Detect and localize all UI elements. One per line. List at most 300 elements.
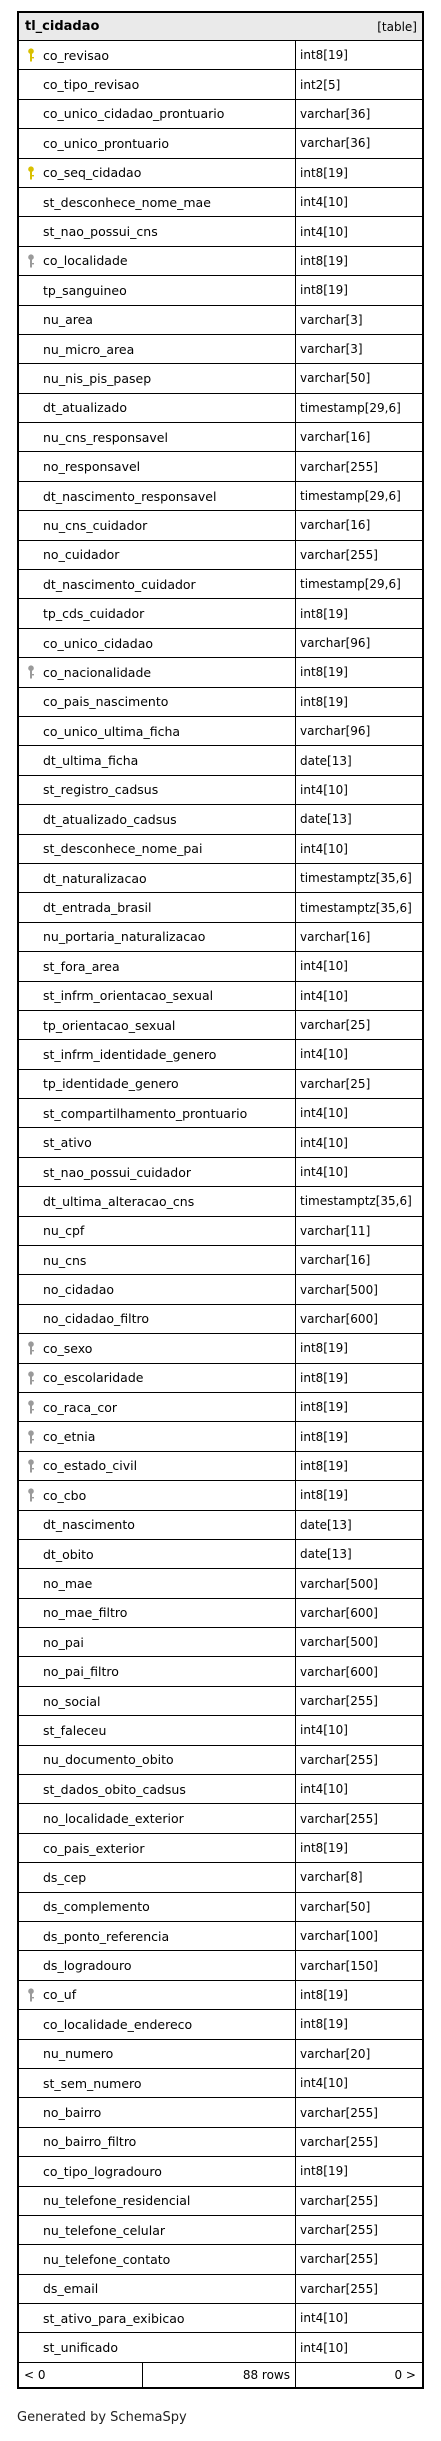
column-name-cell: [19, 364, 296, 392]
column-icon-slot: [19, 1687, 43, 1715]
column-type: int8[19]: [300, 1488, 348, 1503]
column-row: [19, 1422, 422, 1451]
column-name[interactable]: no_cidadao_filtro: [43, 1311, 150, 1327]
column-name-cell: [19, 1393, 296, 1421]
column-name[interactable]: nu_cns: [43, 1252, 87, 1268]
column-name[interactable]: co_raca_cor: [43, 1399, 118, 1415]
foreign-key-icon: [19, 1452, 43, 1480]
column-name[interactable]: tp_orientacao_sexual: [43, 1017, 176, 1033]
column-type: int8[19]: [300, 606, 348, 621]
column-type: varchar[25]: [300, 1076, 371, 1091]
column-row: [19, 2128, 422, 2157]
column-icon-slot: [19, 306, 43, 334]
column-row: [19, 1393, 422, 1422]
table-header: [19, 13, 422, 41]
column-name[interactable]: st_sem_numero: [43, 2075, 142, 2091]
column-type: varchar[255]: [300, 1752, 378, 1767]
column-icon-slot: [19, 188, 43, 216]
column-row: [19, 599, 422, 628]
column-name-cell: [19, 893, 296, 921]
column-row: [19, 2187, 422, 2216]
column-icon-slot: [19, 717, 43, 745]
column-icon-slot: [19, 335, 43, 363]
column-name[interactable]: no_cuidador: [43, 547, 120, 563]
column-type: varchar[255]: [300, 2281, 378, 2296]
column-type: int4[10]: [300, 1106, 348, 1121]
column-row: [19, 70, 422, 99]
column-icon-slot: [19, 2187, 43, 2215]
column-name-cell: [19, 188, 296, 216]
column-icon-slot: [19, 2069, 43, 2097]
column-type: varchar[500]: [300, 1576, 378, 1591]
column-icon-slot: [19, 1540, 43, 1568]
column-name[interactable]: st_compartilhamento_prontuario: [43, 1105, 248, 1121]
column-type: varchar[50]: [300, 371, 371, 386]
column-row: [19, 2069, 422, 2098]
column-row: [19, 452, 422, 481]
column-row: [19, 1128, 422, 1157]
column-name[interactable]: co_localidade_endereco: [43, 2016, 193, 2032]
table-name[interactable]: tl_cidadao: [25, 19, 100, 34]
column-type: varchar[600]: [300, 1311, 378, 1326]
column-name[interactable]: st_fora_area: [43, 958, 120, 974]
column-icon-slot: [19, 629, 43, 657]
column-name-cell: [19, 452, 296, 480]
column-row: [19, 1628, 422, 1657]
column-name[interactable]: no_responsavel: [43, 459, 141, 475]
column-name[interactable]: no_bairro: [43, 2105, 102, 2121]
column-row: [19, 629, 422, 658]
column-name-cell: [19, 1804, 296, 1832]
column-name[interactable]: dt_atualizado_cadsus: [43, 811, 177, 827]
foreign-key-icon: [19, 1481, 43, 1509]
column-type: varchar[500]: [300, 1282, 378, 1297]
column-name-cell: [19, 1099, 296, 1127]
column-name[interactable]: no_pai: [43, 1634, 84, 1650]
column-name[interactable]: no_localidade_exterior: [43, 1811, 184, 1827]
column-row: [19, 247, 422, 276]
column-row: [19, 129, 422, 158]
column-name-cell: [19, 394, 296, 422]
column-icon-slot: [19, 1187, 43, 1215]
column-row: [19, 2010, 422, 2039]
column-icon-slot: [19, 2040, 43, 2068]
column-row: [19, 2098, 422, 2127]
column-type: int8[19]: [300, 1458, 348, 1473]
column-name[interactable]: co_unico_cidadao: [43, 635, 154, 651]
column-name-cell: [19, 1863, 296, 1891]
column-name[interactable]: co_tipo_revisao: [43, 77, 140, 93]
column-name[interactable]: co_localidade: [43, 253, 128, 269]
column-type: varchar[255]: [300, 459, 378, 474]
column-icon-slot: [19, 1746, 43, 1774]
column-name-cell: [19, 629, 296, 657]
column-icon-slot: [19, 1569, 43, 1597]
column-name-cell: [19, 1187, 296, 1215]
column-name[interactable]: dt_nascimento_responsavel: [43, 488, 217, 504]
column-name[interactable]: nu_telefone_residencial: [43, 2193, 191, 2209]
column-name-cell: [19, 1687, 296, 1715]
column-icon-slot: [19, 893, 43, 921]
column-name-cell: [19, 2069, 296, 2097]
column-name[interactable]: st_registro_cadsus: [43, 782, 159, 798]
column-name-cell: [19, 1628, 296, 1656]
column-name[interactable]: co_tipo_logradouro: [43, 2163, 162, 2179]
column-type: varchar[3]: [300, 312, 363, 327]
column-name[interactable]: dt_naturalizacao: [43, 870, 147, 886]
column-icon-slot: [19, 2275, 43, 2303]
column-name-cell: [19, 1569, 296, 1597]
column-type: int8[19]: [300, 1841, 348, 1856]
column-row: [19, 1834, 422, 1863]
column-icon-slot: [19, 1893, 43, 1921]
column-name[interactable]: st_desconhece_nome_pai: [43, 841, 203, 857]
column-name[interactable]: no_mae_filtro: [43, 1605, 128, 1621]
column-icon-slot: [19, 541, 43, 569]
column-name-cell: [19, 1452, 296, 1480]
column-name[interactable]: co_pais_nascimento: [43, 694, 169, 710]
column-row: [19, 1540, 422, 1569]
column-name[interactable]: no_social: [43, 1693, 101, 1709]
column-name[interactable]: no_pai_filtro: [43, 1664, 119, 1680]
column-row: [19, 41, 422, 70]
column-icon-slot: [19, 70, 43, 98]
column-type: timestamptz[35,6]: [300, 871, 412, 886]
column-name-cell: [19, 2333, 296, 2361]
column-type: varchar[255]: [300, 2193, 378, 2208]
column-name[interactable]: nu_cpf: [43, 1223, 85, 1239]
column-type: varchar[16]: [300, 1253, 371, 1268]
column-name[interactable]: nu_area: [43, 312, 93, 328]
column-row: [19, 1364, 422, 1393]
column-row: [19, 1217, 422, 1246]
column-type: timestamptz[35,6]: [300, 1194, 412, 1209]
column-type: int4[10]: [300, 2311, 348, 2326]
column-name[interactable]: ds_email: [43, 2281, 99, 2297]
column-name[interactable]: co_cbo: [43, 1487, 87, 1503]
column-type: int8[19]: [300, 1987, 348, 2002]
column-icon-slot: [19, 952, 43, 980]
column-type: varchar[16]: [300, 430, 371, 445]
column-name-cell: [19, 2245, 296, 2273]
column-row: [19, 188, 422, 217]
column-type: varchar[600]: [300, 1605, 378, 1620]
column-row: [19, 1687, 422, 1716]
column-row: [19, 1804, 422, 1833]
column-name[interactable]: ds_ponto_referencia: [43, 1928, 170, 1944]
column-icon-slot: [19, 805, 43, 833]
column-name[interactable]: dt_entrada_brasil: [43, 900, 152, 916]
column-name[interactable]: dt_ultima_ficha: [43, 753, 139, 769]
column-name-cell: [19, 1305, 296, 1333]
column-name[interactable]: nu_telefone_contato: [43, 2251, 171, 2267]
column-name-cell: [19, 159, 296, 187]
column-name[interactable]: nu_telefone_celular: [43, 2222, 165, 2238]
column-type: varchar[96]: [300, 724, 371, 739]
column-name[interactable]: nu_portaria_naturalizacao: [43, 929, 206, 945]
column-row: [19, 952, 422, 981]
column-name-cell: [19, 1893, 296, 1921]
column-name[interactable]: nu_nis_pis_pasep: [43, 370, 152, 386]
column-row: [19, 482, 422, 511]
foreign-key-icon: [19, 1364, 43, 1392]
column-icon-slot: [19, 2098, 43, 2126]
column-name[interactable]: nu_cns_responsavel: [43, 429, 168, 445]
generated-by: Generated by SchemaSpy: [17, 2410, 187, 2425]
column-row: [19, 1981, 422, 2010]
column-name[interactable]: dt_nascimento: [43, 1517, 135, 1533]
column-name-cell: [19, 2304, 296, 2332]
column-row: [19, 159, 422, 188]
column-type: date[13]: [300, 1547, 352, 1562]
column-row: [19, 1511, 422, 1540]
column-row: [19, 570, 422, 599]
column-type: timestamptz[35,6]: [300, 900, 412, 915]
column-type: date[13]: [300, 1517, 352, 1532]
column-name-cell: [19, 276, 296, 304]
column-name[interactable]: ds_cep: [43, 1869, 87, 1885]
column-row: [19, 2157, 422, 2186]
column-type: int8[19]: [300, 1341, 348, 1356]
column-row: [19, 658, 422, 687]
column-type: int8[19]: [300, 165, 348, 180]
column-row: [19, 1187, 422, 1216]
column-name-cell: [19, 247, 296, 275]
column-row: [19, 2040, 422, 2069]
column-icon-slot: [19, 276, 43, 304]
column-name-cell: [19, 1217, 296, 1245]
column-row: [19, 1011, 422, 1040]
column-type: int8[19]: [300, 1400, 348, 1415]
column-type: varchar[100]: [300, 1929, 378, 1944]
table-footer: [19, 2363, 422, 2387]
column-type: int8[19]: [300, 283, 348, 298]
column-row: [19, 2216, 422, 2245]
column-name[interactable]: dt_nascimento_cuidador: [43, 576, 196, 592]
parents-count[interactable]: < 0: [19, 2363, 143, 2387]
column-name-cell: [19, 2187, 296, 2215]
column-name[interactable]: st_ativo_para_exibicao: [43, 2310, 185, 2326]
column-name-cell: [19, 1540, 296, 1568]
row-count: 88 rows: [143, 2363, 296, 2387]
column-icon-slot: [19, 1599, 43, 1627]
column-icon-slot: [19, 2304, 43, 2332]
column-name-cell: [19, 335, 296, 363]
column-row: [19, 1716, 422, 1745]
column-name-cell: [19, 923, 296, 951]
column-type: int4[10]: [300, 1047, 348, 1062]
column-icon-slot: [19, 1070, 43, 1098]
column-name[interactable]: nu_micro_area: [43, 341, 135, 357]
column-row: [19, 1775, 422, 1804]
foreign-key-icon: [19, 1981, 43, 2009]
column-name[interactable]: tp_identidade_genero: [43, 1076, 179, 1092]
column-row: [19, 1951, 422, 1980]
column-icon-slot: [19, 1128, 43, 1156]
column-name-cell: [19, 1951, 296, 1979]
column-row: [19, 982, 422, 1011]
column-row: [19, 2333, 422, 2362]
column-type: varchar[600]: [300, 1664, 378, 1679]
column-type: date[13]: [300, 753, 352, 768]
column-type: varchar[500]: [300, 1635, 378, 1650]
column-name[interactable]: nu_numero: [43, 2046, 114, 2062]
column-icon-slot: [19, 2333, 43, 2361]
column-row: [19, 1746, 422, 1775]
column-type: int4[10]: [300, 1165, 348, 1180]
column-icon-slot: [19, 864, 43, 892]
column-name-cell: [19, 776, 296, 804]
children-count[interactable]: 0 >: [394, 2367, 416, 2382]
column-name-cell: [19, 1922, 296, 1950]
column-icon-slot: [19, 1246, 43, 1274]
column-type: int8[19]: [300, 665, 348, 680]
column-row: [19, 364, 422, 393]
column-name[interactable]: co_uf: [43, 1987, 77, 2003]
column-name-cell: [19, 570, 296, 598]
column-name[interactable]: st_desconhece_nome_mae: [43, 194, 211, 210]
column-name[interactable]: dt_obito: [43, 1546, 94, 1562]
column-icon-slot: [19, 482, 43, 510]
column-name-cell: [19, 100, 296, 128]
column-row: [19, 776, 422, 805]
column-icon-slot: [19, 364, 43, 392]
column-icon-slot: [19, 2157, 43, 2185]
column-name[interactable]: tp_sanguineo: [43, 282, 127, 298]
column-type: varchar[150]: [300, 1958, 378, 1973]
column-type: varchar[255]: [300, 2223, 378, 2238]
column-name[interactable]: no_mae: [43, 1576, 93, 1591]
primary-key-icon: [19, 159, 43, 187]
column-name[interactable]: no_cidadao: [43, 1282, 115, 1298]
column-name-cell: [19, 2098, 296, 2126]
column-type: varchar[25]: [300, 1018, 371, 1033]
column-icon-slot: [19, 1863, 43, 1891]
column-name-cell: [19, 1011, 296, 1039]
column-icon-slot: [19, 1305, 43, 1333]
column-name-cell: [19, 541, 296, 569]
column-icon-slot: [19, 2245, 43, 2273]
column-icon-slot: [19, 511, 43, 539]
column-name[interactable]: co_escolaridade: [43, 1370, 144, 1386]
column-name-cell: [19, 746, 296, 774]
column-name[interactable]: co_estado_civil: [43, 1458, 138, 1474]
column-type: int8[19]: [300, 2017, 348, 2032]
column-row: [19, 1922, 422, 1951]
column-icon-slot: [19, 1922, 43, 1950]
column-row: [19, 335, 422, 364]
column-row: [19, 1569, 422, 1598]
column-name-cell: [19, 2040, 296, 2068]
column-type: varchar[11]: [300, 1223, 371, 1238]
column-icon-slot: [19, 2128, 43, 2156]
column-name[interactable]: co_revisao: [43, 47, 110, 63]
column-name[interactable]: co_sexo: [43, 1340, 93, 1356]
column-type: int8[19]: [300, 253, 348, 268]
column-name[interactable]: dt_atualizado: [43, 400, 127, 416]
column-name[interactable]: st_unificado: [43, 2340, 118, 2356]
column-name-cell: [19, 599, 296, 627]
column-icon-slot: [19, 1511, 43, 1539]
column-icon-slot: [19, 2216, 43, 2244]
column-type: varchar[36]: [300, 106, 371, 121]
column-type: varchar[255]: [300, 547, 378, 562]
column-icon-slot: [19, 1628, 43, 1656]
column-row: [19, 1246, 422, 1275]
column-name[interactable]: st_dados_obito_cadsus: [43, 1781, 186, 1797]
column-icon-slot: [19, 923, 43, 951]
column-name[interactable]: ds_complemento: [43, 1899, 150, 1915]
column-name[interactable]: co_unico_ultima_ficha: [43, 723, 181, 739]
column-name-cell: [19, 1070, 296, 1098]
column-row: [19, 394, 422, 423]
column-row: [19, 923, 422, 952]
column-name[interactable]: tp_cds_cuidador: [43, 606, 145, 622]
column-row: [19, 1334, 422, 1363]
column-name-cell: [19, 835, 296, 863]
column-name[interactable]: dt_ultima_alteracao_cns: [43, 1193, 195, 1209]
column-row: [19, 276, 422, 305]
column-name[interactable]: co_unico_cidadao_prontuario: [43, 106, 225, 122]
column-type: varchar[50]: [300, 1899, 371, 1914]
column-name[interactable]: co_unico_prontuario: [43, 135, 169, 151]
column-name-cell: [19, 688, 296, 716]
column-name[interactable]: st_nao_possui_cns: [43, 224, 158, 240]
column-name[interactable]: co_nacionalidade: [43, 664, 152, 680]
column-name-cell: [19, 1716, 296, 1744]
column-name[interactable]: co_pais_exterior: [43, 1840, 145, 1856]
column-row: [19, 805, 422, 834]
foreign-key-icon: [19, 658, 43, 686]
column-name-cell: [19, 1511, 296, 1539]
column-name[interactable]: nu_cns_cuidador: [43, 517, 148, 533]
column-type: date[13]: [300, 812, 352, 827]
column-name[interactable]: st_ativo: [43, 1135, 92, 1151]
column-icon-slot: [19, 1158, 43, 1186]
column-name[interactable]: st_nao_possui_cuidador: [43, 1164, 191, 1180]
column-name-cell: [19, 1775, 296, 1803]
column-type: int8[19]: [300, 1370, 348, 1385]
column-row: [19, 864, 422, 893]
column-name[interactable]: st_infrm_identidade_genero: [43, 1046, 217, 1062]
foreign-key-icon: [19, 1393, 43, 1421]
column-name-cell: [19, 864, 296, 892]
column-name[interactable]: nu_documento_obito: [43, 1752, 174, 1768]
column-row: [19, 1275, 422, 1304]
column-row: [19, 2304, 422, 2333]
column-icon-slot: [19, 1716, 43, 1744]
column-name[interactable]: ds_logradouro: [43, 1958, 132, 1974]
column-name[interactable]: co_etnia: [43, 1429, 96, 1445]
column-name[interactable]: st_faleceu: [43, 1722, 107, 1738]
column-name-cell: [19, 1158, 296, 1186]
column-icon-slot: [19, 100, 43, 128]
column-name[interactable]: no_bairro_filtro: [43, 2134, 137, 2150]
column-row: [19, 1070, 422, 1099]
column-name-cell: [19, 511, 296, 539]
column-name[interactable]: st_infrm_orientacao_sexual: [43, 988, 214, 1004]
column-icon-slot: [19, 423, 43, 451]
column-name-cell: [19, 2010, 296, 2038]
column-row: [19, 1657, 422, 1686]
column-name-cell: [19, 1128, 296, 1156]
column-type: varchar[255]: [300, 2252, 378, 2267]
column-icon-slot: [19, 746, 43, 774]
column-name-cell: [19, 805, 296, 833]
column-name-cell: [19, 2275, 296, 2303]
column-row: [19, 893, 422, 922]
column-name[interactable]: co_seq_cidadao: [43, 165, 142, 181]
